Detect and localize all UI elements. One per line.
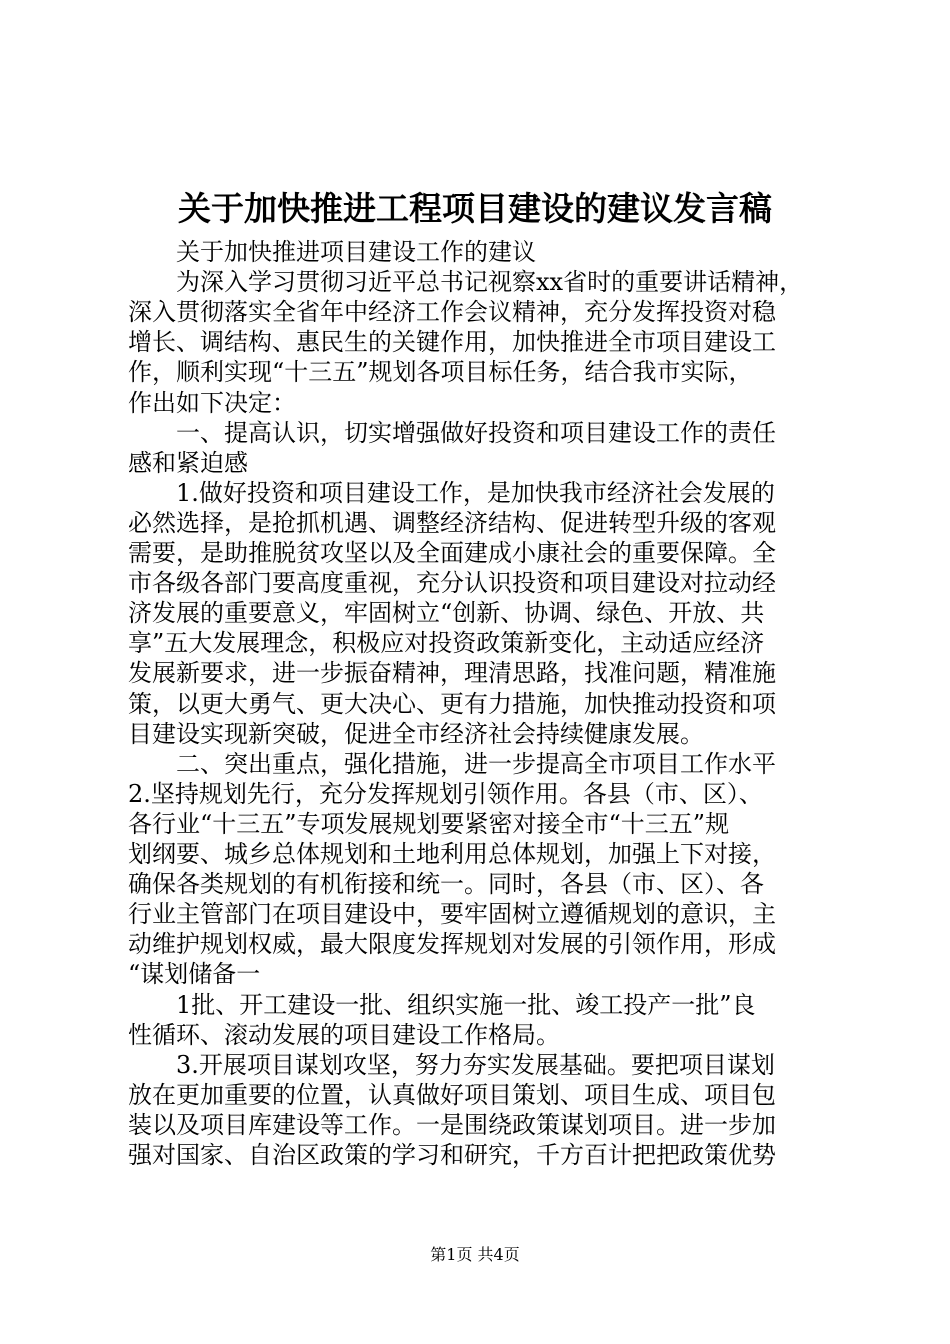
body-line: 装以及项目库建设等工作。一是围绕政策谋划项目。进一步加 (128, 1110, 776, 1139)
body-line: 1批、开工建设一批、组织实施一批、竣工投产一批”良 (128, 990, 756, 1019)
body-line: 行业主管部门在项目建设中，要牢固树立遵循规划的意识，主 (128, 900, 776, 929)
body-line: 增长、调结构、惠民生的关键作用，加快推进全市项目建设工 (128, 328, 776, 357)
body-line: 为深入学习贯彻习近平总书记视察xx省时的重要讲话精神， (128, 268, 804, 297)
body-line: 性循环、滚动发展的项目建设工作格局。 (128, 1020, 560, 1049)
body-line: 必然选择，是抢抓机遇、调整经济结构、促进转型升级的客观 (128, 508, 776, 537)
body-line: “谋划储备一 (128, 960, 261, 989)
body-line: 作，顺利实现“十三五”规划各项目标任务，结合我市实际， (128, 358, 753, 387)
body-line: 放在更加重要的位置，认真做好项目策划、项目生成、项目包 (128, 1080, 776, 1109)
body-line: 策，以更大勇气、更大决心、更有力措施，加快推动投资和项 (128, 689, 776, 718)
body-line: 市各级各部门要高度重视，充分认识投资和项目建设对拉动经 (128, 569, 776, 598)
body-line: 深入贯彻落实全省年中经济工作会议精神，充分发挥投资对稳 (128, 298, 776, 327)
body-line: 3.开展项目谋划攻坚，努力夯实发展基础。要把项目谋划 (128, 1050, 775, 1079)
document-title: 关于加快推进工程项目建设的建议发言稿 (178, 189, 772, 228)
body-line: 目建设实现新突破，促进全市经济社会持续健康发展。 (128, 719, 704, 748)
body-line: 关于加快推进项目建设工作的建议 (128, 238, 536, 266)
body-line: 发展新要求，进一步振奋精神，理清思路，找准问题，精准施 (128, 659, 776, 688)
body-line: 各行业“十三五”专项发展规划要紧密对接全市“十三五”规 (128, 809, 730, 838)
body-line: 2.坚持规划先行，充分发挥规划引领作用。各县（市、区）、 (128, 779, 763, 808)
page-number-footer: 第1页 共4页 (430, 1245, 520, 1264)
body-line: 作出如下决定： (128, 388, 296, 417)
body-line: 划纲要、城乡总体规划和土地利用总体规划，加强上下对接， (128, 840, 776, 868)
body-line: 享”五大发展理念，积极应对投资政策新变化，主动适应经济 (128, 629, 765, 658)
body-line: 济发展的重要意义，牢固树立“创新、协调、绿色、开放、共 (128, 599, 765, 628)
body-line: 动维护规划权威，最大限度发挥规划对发展的引领作用，形成 (128, 930, 776, 959)
body-line: 一、提高认识，切实增强做好投资和项目建设工作的责任 (128, 418, 776, 447)
body-line: 1.做好投资和项目建设工作，是加快我市经济社会发展的 (128, 478, 775, 507)
body-line: 感和紧迫感 (128, 448, 248, 477)
body-line: 二、突出重点，强化措施，进一步提高全市项目工作水平 (128, 749, 776, 778)
body-line: 需要，是助推脱贫攻坚以及全面建成小康社会的重要保障。全 (128, 539, 776, 567)
body-line: 确保各类规划的有机衔接和统一。同时，各县（市、区）、各 (128, 870, 764, 899)
body-line: 强对国家、自治区政策的学习和研究，千方百计把把政策优势 (128, 1141, 776, 1169)
